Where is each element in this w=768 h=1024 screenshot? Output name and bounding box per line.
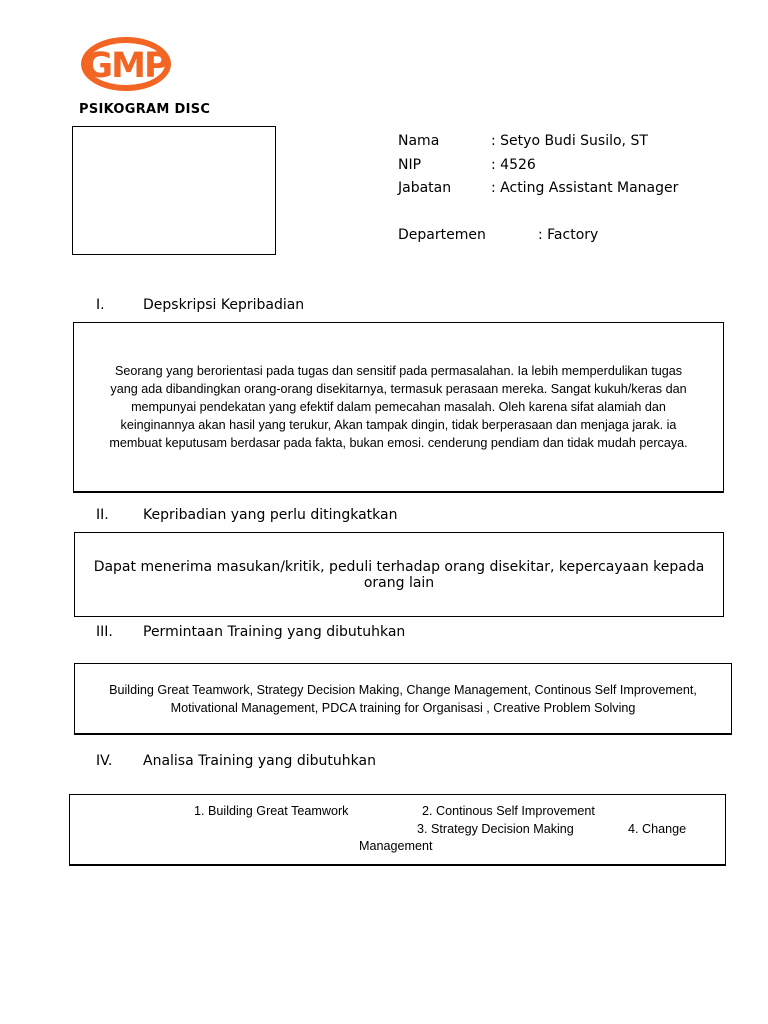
- section-3-number: III.: [96, 624, 113, 640]
- logo-text: GMP: [84, 46, 168, 86]
- section-4-number: IV.: [96, 753, 113, 769]
- section-1-number: I.: [96, 297, 105, 313]
- section-3-title: Permintaan Training yang dibutuhkan: [143, 624, 406, 640]
- training-item-2: 2. Continous Self Improvement: [422, 804, 595, 818]
- section-3-box: [74, 663, 732, 735]
- section-3-content: Building Great Teamwork, Strategy Decision Making, Change Management, Continous Self Improvement, Motivational Management, PDCA training for Organisasi , Creative Problem Solving: [109, 682, 697, 715]
- nip-value: : 4526: [491, 157, 536, 173]
- departemen-label: Departemen: [398, 227, 486, 243]
- section-4-box: [69, 794, 726, 866]
- jabatan-label: Jabatan: [398, 180, 452, 196]
- departemen-value: : Factory: [538, 227, 599, 243]
- section-1-box: [73, 322, 724, 493]
- photo-placeholder: [72, 126, 276, 255]
- training-item-3: 3. Strategy Decision Making: [417, 822, 574, 836]
- section-2-number: II.: [96, 507, 109, 523]
- document-title: PSIKOGRAM DISC: [79, 102, 211, 117]
- training-item-4-cont: Management: [359, 839, 433, 853]
- training-item-4: 4. Change: [628, 822, 687, 836]
- section-2-title: Kepribadian yang perlu ditingkatkan: [143, 507, 398, 523]
- jabatan-value: : Acting Assistant Manager: [491, 180, 679, 196]
- section-2-content: Dapat menerima masukan/kritik, peduli terhadap orang disekitar, kepercayaan kepada orang lain: [93, 558, 705, 591]
- nama-value: : Setyo Budi Susilo, ST: [491, 133, 648, 149]
- section-2-box: [74, 532, 724, 617]
- section-4-title: Analisa Training yang dibutuhkan: [143, 753, 376, 769]
- training-item-1: 1. Building Great Teamwork: [194, 804, 349, 818]
- nip-label: NIP: [398, 157, 422, 173]
- section-1-title: Depskripsi Kepribadian: [143, 297, 305, 313]
- section-1-content: Seorang yang berorientasi pada tugas dan sensitif pada permasalahan. Ia lebih memperdulikan tugas yang ada dibandingkan orang-orang disekitarnya, termasuk perasaan mereka. Sangat kukuh/keras dan mempunyai pendekatan yang efektif dalam pemecahan masalah. Oleh karena sifat alamiah dan keinginannya akan hasil yang terukur, Akan tampak dingin, tidak berperasaan dan menjaga jarak. ia membuat keputusam berdasar pada fakta, bukan emosi. cenderung pendiam dan tidak mudah percaya.: [109, 364, 688, 450]
- gmp-logo: [78, 34, 174, 94]
- nama-label: Nama: [398, 133, 440, 149]
